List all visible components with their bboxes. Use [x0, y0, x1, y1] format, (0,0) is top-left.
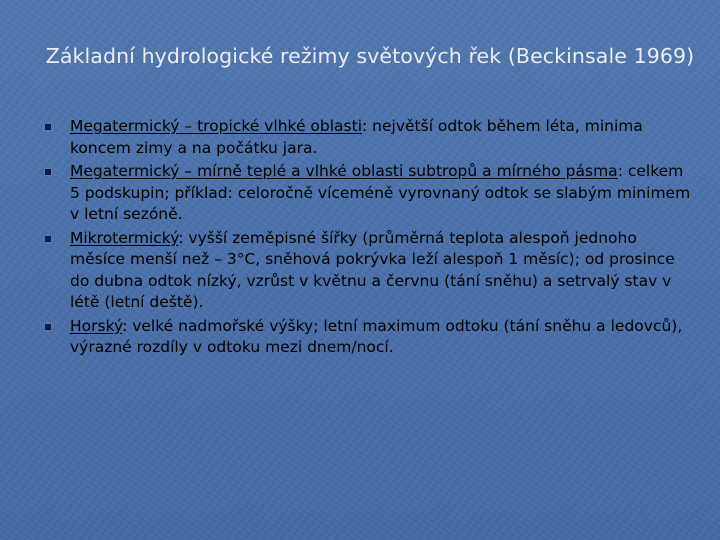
regime-term: Megatermický – tropické vlhké oblasti [70, 117, 363, 135]
regime-description: : vyšší zeměpisné šířky (průměrná teplota alespoň jednoho měsíce menší než – 3°C, sněhová pokrývka leží alespoň 1 měsíc); od prosince do dubna odtok nízký, vzrůst v květnu a červnu (tání sněhu) a setrvalý stav v létě (letní deště). [70, 228, 675, 311]
regime-term: Mikrotermický [70, 228, 179, 247]
square-bullet-icon [44, 323, 52, 331]
bullet-item [44, 116, 694, 159]
square-bullet-icon [44, 235, 52, 243]
regime-description: : celkem 5 podskupin; příklad: celoročně víceméně vyrovnaný odtok se slabým minimem v letní sezóně. [70, 162, 691, 223]
square-bullet-icon [44, 168, 52, 176]
bullet-item [44, 228, 694, 314]
regime-description: : největší odtok během léta, minima koncem zimy a na počátku jara. [70, 117, 643, 157]
bullet-item [44, 161, 694, 226]
regime-term: Megatermický – mírně teplé a vlhké oblasti subtropů a mírného pásma [70, 162, 618, 180]
regime-term: Horský [70, 316, 123, 335]
bullet-item [44, 316, 694, 359]
square-bullet-icon [44, 123, 52, 131]
bullet-list [44, 116, 694, 359]
regime-description: : velké nadmořské výšky; letní maximum odtoku (tání sněhu a ledovců), výrazné rozdíly v odtoku mezi dnem/nocí. [70, 316, 683, 356]
slide-title: Základní hydrologické režimy světových řek (Beckinsale 1969) [45, 44, 695, 68]
